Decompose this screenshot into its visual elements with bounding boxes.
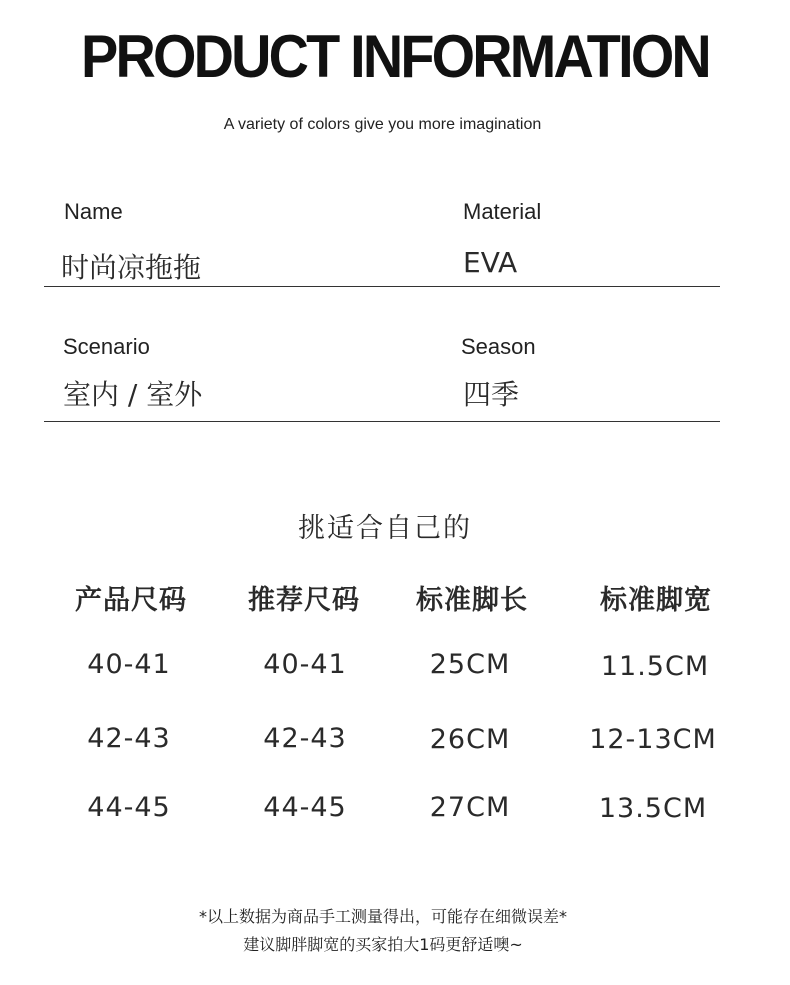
table-cell: 25CM [429,649,511,680]
size-advice-note: 建议脚胖脚宽的买家拍大1码更舒适噢~ [243,935,523,954]
name-label: Name [64,199,123,224]
table-cell: 12-13CM [589,724,717,755]
table-cell: 40-41 [263,649,347,680]
page-subtitle: A variety of colors give you more imagination [223,116,542,133]
table-cell: 27CM [429,792,511,823]
season-value: 四季 [463,378,520,411]
material-value: EVA [463,246,518,279]
table-cell: 44-45 [87,792,171,823]
scenario-value: 室内 / 室外 [63,378,203,411]
page-title: PRODUCT INFORMATION [81,23,709,90]
scenario-label: Scenario [63,334,150,359]
table-cell: 42-43 [263,723,347,754]
table-cell: 42-43 [87,723,171,754]
table-cell: 40-41 [87,649,171,680]
divider-line [44,286,720,287]
table-cell: 13.5CM [598,793,708,824]
season-label: Season [461,334,536,359]
table-cell: 44-45 [263,792,347,823]
name-value: 时尚凉拖拖 [61,251,202,284]
table-cell: 26CM [429,724,511,755]
column-header-product-size: 产品尺码 [75,585,187,616]
column-header-foot-length: 标准脚长 [416,585,528,616]
measurement-note: *以上数据为商品手工测量得出，可能存在细微误差* [198,907,567,926]
column-header-foot-width: 标准脚宽 [600,585,712,616]
material-label: Material [463,199,542,224]
table-cell: 11.5CM [600,651,710,682]
size-table-heading: 挑适合自己的 [298,513,472,544]
column-header-recommended-size: 推荐尺码 [248,585,360,616]
divider-line [44,421,720,422]
